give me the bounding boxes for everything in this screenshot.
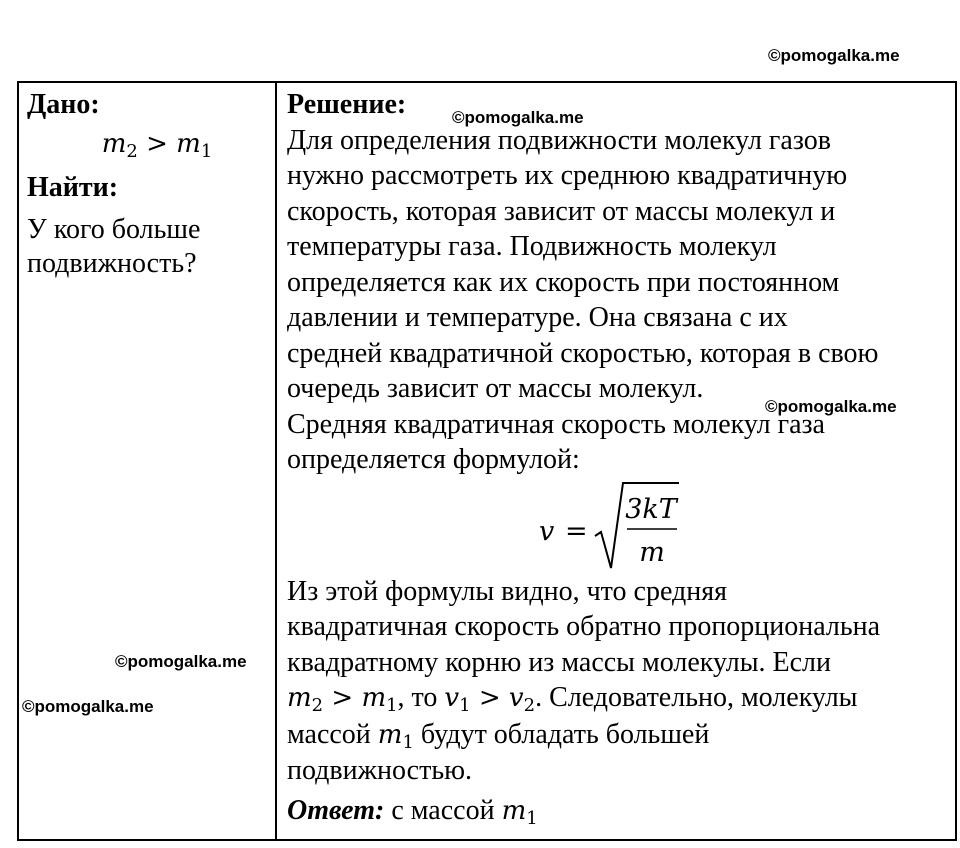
solution-line: Средняя квадратичная скорость молекул газа	[287, 408, 825, 440]
solution-line: Из этой формулы видно, что средняя	[287, 575, 728, 607]
formula-equals: =	[565, 515, 588, 547]
solution-line: Для определения подвижности молекул газов	[287, 124, 831, 156]
solution-line: подвижностью.	[287, 755, 473, 786]
watermark: ©pomogalka.me	[452, 108, 584, 127]
solution-line: очередь зависит от массы молекул.	[287, 373, 704, 404]
solution-line: квадратному корню из массы молекулы. Если	[287, 646, 831, 678]
solution-line: скорость, которая зависит от массы молекул и	[287, 195, 836, 227]
answer-label: Ответ:	[287, 794, 385, 826]
given-column	[27, 87, 267, 281]
watermark: ©pomogalka.me	[115, 652, 247, 671]
solution-line: средней квадратичной скоростью, которая в свою	[287, 337, 879, 369]
given-m2: $m_2$	[101, 129, 138, 162]
formula-lhs: v	[539, 515, 555, 547]
formula-denominator: m	[639, 536, 665, 568]
solution-column	[287, 87, 952, 829]
answer-table	[17, 81, 957, 841]
watermark: ©pomogalka.me	[765, 397, 897, 416]
given-m1: $m_1$	[176, 129, 213, 162]
condition-line: $m_2 > m_1$, то $v_1 > v_2$. Следовательно, молекулы	[287, 682, 858, 716]
solution-line: квадратичная скорость обратно пропорциональна	[287, 611, 881, 642]
answer-line: Ответ: с массой $m_1$	[287, 794, 538, 829]
solution-line: определяется формулой:	[287, 444, 580, 475]
solution-line: нужно рассмотреть их среднюю квадратичную	[287, 160, 848, 191]
given-heading: Дано:	[27, 89, 100, 120]
formula-numerator: 3kT	[625, 493, 677, 525]
solution-heading: Решение:	[287, 89, 407, 120]
find-heading: Найти:	[27, 172, 119, 203]
watermark: ©pomogalka.me	[768, 46, 900, 65]
solution-line: давлении и температуре. Она связана с их	[287, 302, 788, 333]
mass-line: массой $m_1$ будут обладать большей	[287, 718, 710, 753]
rms-speed-formula	[287, 478, 952, 574]
solution-line: температуры газа. Подвижность молекул	[287, 231, 777, 262]
answer-mass: $m_1$	[501, 795, 538, 829]
solution-line: определяется как их скорость при постоянном	[287, 266, 840, 298]
watermark: ©pomogalka.me	[22, 697, 154, 716]
formula-graphic	[539, 478, 699, 574]
find-question: У кого больше подвижность?	[27, 214, 201, 279]
column-divider	[275, 83, 277, 839]
given-condition: $m_2 > m_1$	[101, 129, 213, 162]
